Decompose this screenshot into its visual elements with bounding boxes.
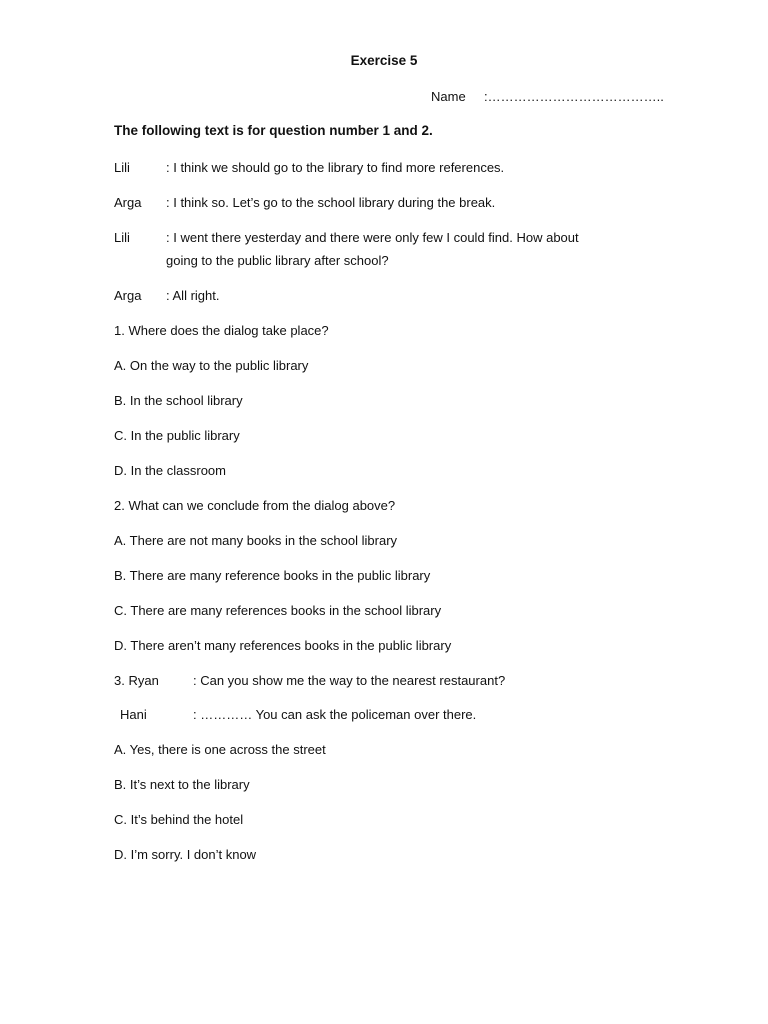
answer-option: A. There are not many books in the school library [114, 533, 398, 548]
page-title: Exercise 5 [350, 53, 418, 68]
answer-option: C. It’s behind the hotel [114, 812, 244, 827]
answer-option: A. Yes, there is one across the street [114, 742, 326, 757]
dialog-text: : Can you show me the way to the nearest restaurant? [193, 673, 506, 688]
answer-option: B. It’s next to the library [114, 777, 250, 792]
answer-option: B. In the school library [114, 393, 243, 408]
dialog-line [114, 287, 219, 304]
question-prompt: 1. Where does the dialog take place? [114, 323, 329, 338]
dialog-speaker: Lili [114, 160, 130, 175]
name-blank: :………………………………….. [484, 89, 664, 104]
answer-option: C. In the public library [114, 428, 240, 443]
dialog-line [114, 159, 504, 176]
dialog-speaker: Arga [114, 195, 142, 210]
dialog-line [114, 194, 495, 211]
dialog-speaker: Arga [114, 288, 142, 303]
dialog-text: : I went there yesterday and there were only few I could find. How about [166, 230, 579, 245]
answer-option: A. On the way to the public library [114, 358, 309, 373]
question-dialog-line [114, 672, 505, 689]
dialog-speaker: Lili [114, 230, 130, 245]
dialog-line [114, 229, 579, 246]
dialog-speaker: 3. Ryan [114, 673, 159, 688]
answer-option: B. There are many reference books in the public library [114, 568, 431, 583]
instruction-heading: The following text is for question number 1 and 2. [114, 123, 433, 138]
question-dialog-line [120, 706, 476, 723]
name-field-row [431, 89, 664, 104]
answer-option: D. In the classroom [114, 463, 226, 478]
dialog-text: : All right. [166, 288, 220, 303]
dialog-text: : ………… You can ask the policeman over there. [193, 707, 477, 722]
question-prompt: 2. What can we conclude from the dialog above? [114, 498, 396, 513]
dialog-text: : I think so. Let’s go to the school library during the break. [166, 195, 496, 210]
answer-option: D. I’m sorry. I don’t know [114, 847, 257, 862]
name-label: Name [431, 89, 466, 104]
answer-option: C. There are many references books in the school library [114, 603, 442, 618]
dialog-text: : I think we should go to the library to find more references. [166, 160, 505, 175]
dialog-speaker: Hani [120, 707, 147, 722]
answer-option: D. There aren’t many references books in the public library [114, 638, 452, 653]
dialog-continuation: going to the public library after school? [166, 253, 389, 268]
